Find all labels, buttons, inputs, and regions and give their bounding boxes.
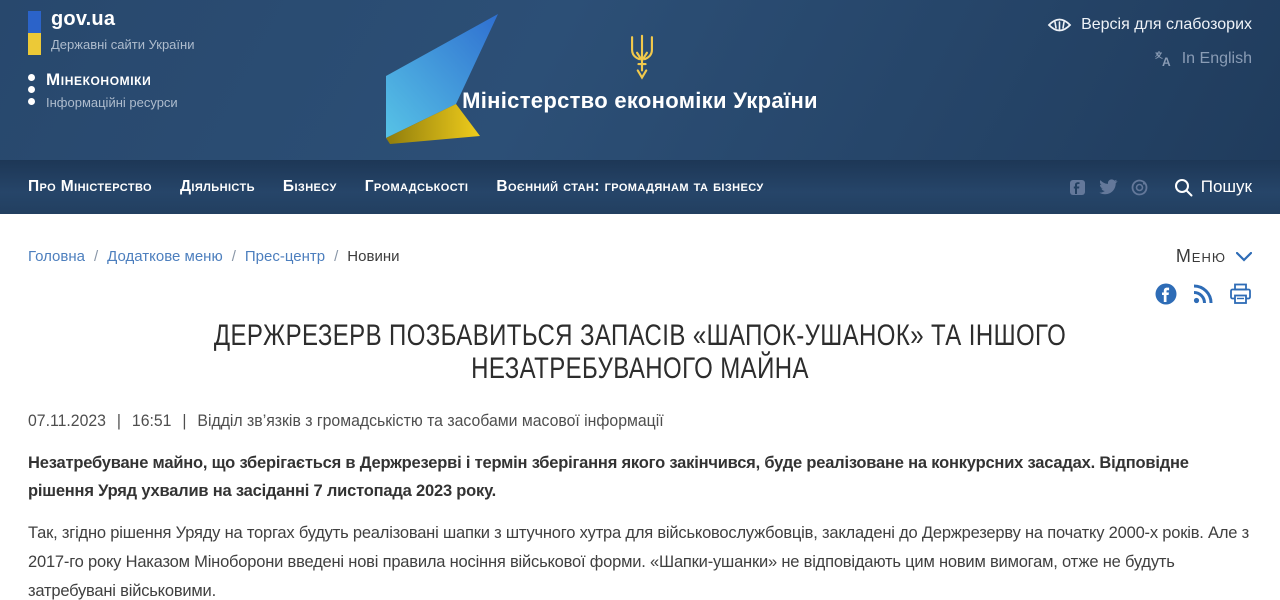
menu-label: Меню <box>1175 246 1226 266</box>
facebook-share-icon[interactable] <box>1155 283 1177 305</box>
share-row <box>28 283 1252 305</box>
article-department: Відділ зв’язків з громадськістю та засобами масової інформації <box>197 411 664 430</box>
trident-icon <box>625 34 659 80</box>
search-icon <box>1174 178 1193 197</box>
accessibility-link[interactable] <box>1047 16 1252 34</box>
svg-text:x: x <box>1154 50 1159 59</box>
language-link[interactable] <box>1155 50 1252 68</box>
breadcrumb-separator: / <box>94 248 99 265</box>
breadcrumb-extra-menu[interactable]: Додаткове меню <box>107 248 223 265</box>
nav-item-public[interactable]: Громадськості <box>364 178 469 195</box>
site-header <box>0 0 1280 160</box>
gov-ua-block[interactable] <box>28 8 194 55</box>
article-title-line2: НЕЗАТРЕБУВАНОГО МАЙНА <box>471 352 809 385</box>
facebook-icon[interactable] <box>1069 179 1086 196</box>
breadcrumb <box>28 248 399 265</box>
breadcrumb-separator: / <box>231 248 236 265</box>
breadcrumb-current: Новини <box>347 248 400 265</box>
article-body: Так, згідно рішення Уряду на торгах будуть реалізовані шапки з штучного хутра для військовослужбовців, закладені до Держрезерву на початку 2000-х років. Але з 2017-го року Наказом Міноборони введені нові правила носіння військової форми. «Шапки-ушанки» не відповідають цим новим вимогам, отже не будуть затребувані військовими. <box>28 524 1249 600</box>
chevron-down-icon <box>1236 252 1252 262</box>
instagram-icon[interactable] <box>1131 179 1148 196</box>
eye-icon <box>1047 16 1072 34</box>
ministry-logo-icon <box>376 12 502 148</box>
svg-text:A: A <box>1161 55 1171 68</box>
ministry-name[interactable]: Мінекономіки <box>46 70 152 89</box>
article-lead: Незатребуване майно, що зберігається в Держрезерві і термін зберігання якого закінчився, буде реалізоване на конкурсних засадах. Відповідне рішення Уряд ухвалив на засіданні 7 листопада 2023 року. <box>28 454 1189 501</box>
breadcrumb-home[interactable]: Головна <box>28 248 85 265</box>
print-icon[interactable] <box>1229 283 1252 305</box>
twitter-icon[interactable] <box>1099 179 1118 195</box>
breadcrumb-separator: / <box>334 248 339 265</box>
language-label: In English <box>1181 50 1252 67</box>
nav-item-about[interactable]: Про Міністерство <box>28 178 152 195</box>
gov-ua-title[interactable]: gov.ua <box>51 8 116 30</box>
menu-toggle[interactable] <box>1176 246 1252 267</box>
ministry-title: Міністерство економіки України <box>462 88 818 113</box>
article-date: 07.11.2023 <box>28 411 106 430</box>
rss-icon[interactable] <box>1192 283 1214 305</box>
dots-icon <box>28 74 35 110</box>
article-time: 16:51 <box>131 411 172 430</box>
ministry-block[interactable] <box>28 70 178 110</box>
article-title-line1: ДЕРЖРЕЗЕРВ ПОЗБАВИТЬСЯ ЗАПАСІВ «ШАПОК-УШАНОК» ТА ІНШОГО <box>213 319 1067 352</box>
article-title <box>28 319 1252 385</box>
ukraine-flag-icon <box>28 11 41 55</box>
main-nav <box>0 160 1280 214</box>
breadcrumb-press-center[interactable]: Прес-центр <box>244 248 326 265</box>
nav-item-martial-law[interactable]: Воєнний стан: громадянам та бізнесу <box>496 178 764 195</box>
ministry-subtitle: Інформаційні ресурси <box>46 95 178 110</box>
search-button[interactable] <box>1174 177 1252 197</box>
meta-separator: | <box>182 411 187 430</box>
meta-separator: | <box>116 411 121 430</box>
article-meta <box>28 411 1166 431</box>
accessibility-label: Версія для слабозорих <box>1081 16 1252 33</box>
gov-ua-subtitle: Державні сайти України <box>51 37 195 52</box>
nav-item-activity[interactable]: Діяльність <box>179 178 255 195</box>
page-content <box>0 246 1280 600</box>
search-label: Пошук <box>1200 177 1252 196</box>
translate-icon <box>1155 50 1173 68</box>
nav-item-business[interactable]: Бізнесу <box>282 178 337 195</box>
